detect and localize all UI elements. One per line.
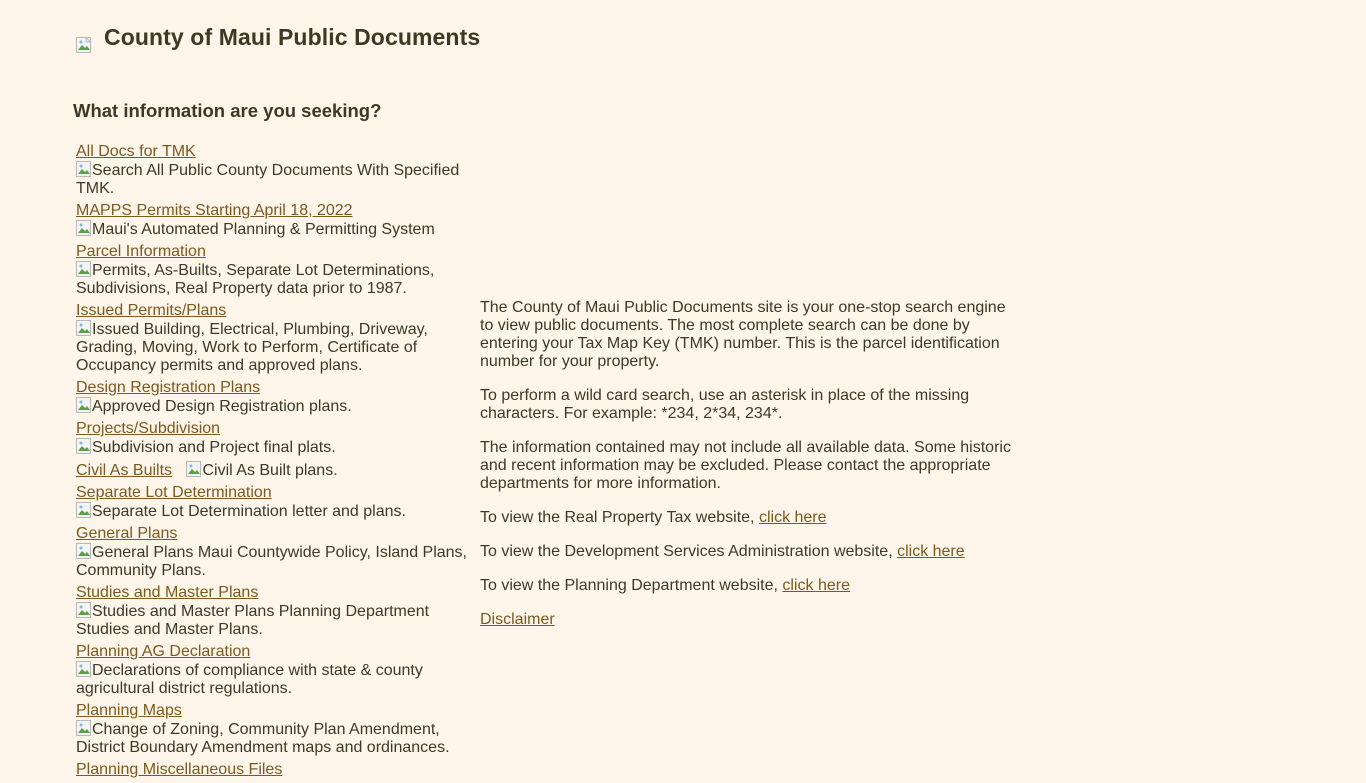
category-description: Subdivision and Project final plats. [92,439,336,456]
link-prefix: To view the Planning Department website, [480,577,783,594]
category-item [76,584,476,639]
category-item [76,484,476,521]
disclaimer-link[interactable]: Disclaimer [480,611,555,628]
category-link-planning-maps[interactable]: Planning Maps [76,702,182,719]
category-item [76,643,476,698]
broken-image-icon [76,397,92,413]
category-link-projects-subdivision[interactable]: Projects/Subdivision [76,420,221,437]
category-link-issued-permits[interactable]: Issued Permits/Plans [76,302,227,319]
development-services-line [480,543,1020,561]
category-description: Declarations of compliance with state & county agricultural district regulations. [76,662,423,697]
broken-image-icon [76,602,92,618]
category-item [76,243,476,298]
category-description: Separate Lot Determination letter and plans. [92,503,406,520]
intro-text: The County of Maui Public Documents site is your one-stop search engine to view public documents. The most complete search can be done by entering your Tax Map Key (TMK) number. This is the parcel identification number for your property. [480,299,1006,370]
category-item [76,702,476,757]
broken-image-icon [76,320,92,336]
category-link-general-plans[interactable]: General Plans [76,525,178,542]
disclaimer-line [480,611,1020,629]
category-item [76,143,476,198]
info-panel [480,299,1020,645]
category-link-mapps-permits[interactable]: MAPPS Permits Starting April 18, 2022 [76,202,353,219]
category-description: Permits, As-Builts, Separate Lot Determinations, Subdivisions, Real Property data prior to 1987. [76,262,435,297]
category-link-all-docs-tmk[interactable]: All Docs for TMK [76,143,196,160]
category-item [76,302,476,375]
category-description: Search All Public County Documents With Specified TMK. [76,162,460,197]
category-description: Maui's Automated Planning & Permitting System [92,221,435,238]
category-item [76,761,476,779]
category-description: Studies and Master Plans Planning Department Studies and Master Plans. [76,603,430,638]
planning-department-line [480,577,1020,595]
broken-image-icon [76,720,92,736]
planning-department-link[interactable]: click here [782,577,850,594]
category-link-civil-as-builts[interactable]: Civil As Builts [76,462,173,479]
category-description: Civil As Built plans. [202,462,338,479]
broken-image-icon [76,37,92,53]
real-property-tax-link[interactable]: click here [758,509,827,526]
category-link-parcel-information[interactable]: Parcel Information [76,243,206,260]
category-description: Issued Building, Electrical, Plumbing, Driveway, Grading, Moving, Work to Perform, Certificate of Occupancy permits and approved plans. [76,321,428,374]
broken-image-icon [76,261,92,277]
link-prefix: To view the Real Property Tax website, [480,509,759,526]
category-item [76,525,476,580]
development-services-link[interactable]: click here [897,543,965,560]
category-item [76,379,476,416]
broken-image-icon [76,661,92,677]
category-item [76,461,476,480]
category-list [76,143,476,783]
header [76,23,481,60]
category-description: General Plans Maui Countywide Policy, Island Plans, Community Plans. [76,544,467,579]
link-prefix: To view the Development Services Administration website, [480,543,898,560]
section-heading: What information are you seeking? [73,100,382,121]
category-link-studies-master-plans[interactable]: Studies and Master Plans [76,584,259,601]
category-description: Approved Design Registration plans. [92,398,352,415]
broken-image-icon [76,220,92,236]
category-item [76,420,476,457]
real-property-tax-line [480,509,1020,527]
category-link-planning-ag-declaration[interactable]: Planning AG Declaration [76,643,251,660]
wildcard-text: To perform a wild card search, use an asterisk in place of the missing characters. For example: *234, 2*34, 234*. [480,387,970,422]
data-notice-text: The information contained may not include all available data. Some historic and recent information may be excluded. Please contact the appropriate departments for more information. [480,439,1011,492]
broken-image-icon [186,461,202,477]
category-link-separate-lot[interactable]: Separate Lot Determination [76,484,272,501]
site-title: County of Maui Public Documents [104,23,481,50]
category-description: Change of Zoning, Community Plan Amendment, District Boundary Amendment maps and ordinances. [76,721,450,756]
broken-image-icon [76,161,92,177]
broken-image-icon [76,438,92,454]
category-item [76,202,476,239]
broken-image-icon [76,502,92,518]
category-link-planning-misc-files[interactable]: Planning Miscellaneous Files [76,761,283,778]
broken-image-icon [76,543,92,559]
category-link-design-registration[interactable]: Design Registration Plans [76,379,261,396]
